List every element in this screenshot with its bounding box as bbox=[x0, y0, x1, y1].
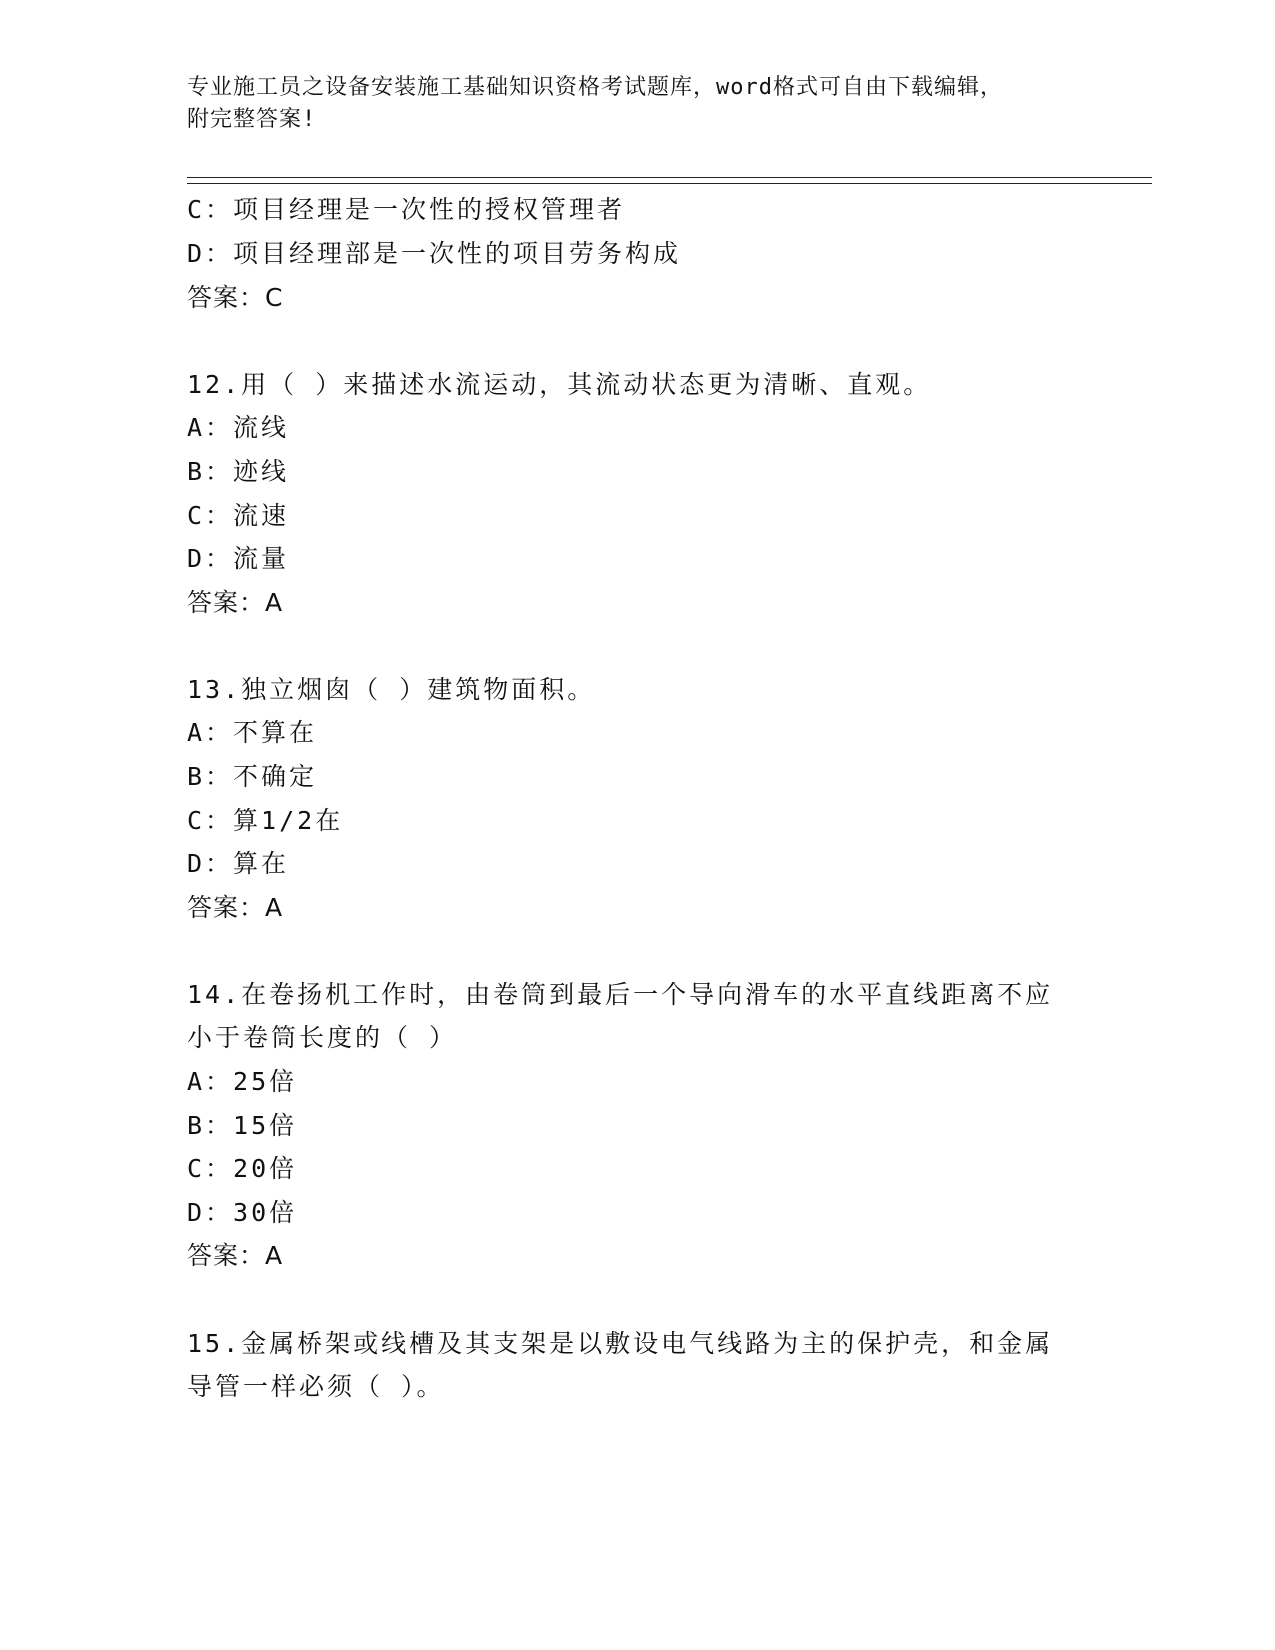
q12-option-d: D：流量 bbox=[187, 544, 290, 573]
header-line-2: 附完整答案! bbox=[187, 107, 317, 132]
q13-option-a: A：不算在 bbox=[187, 718, 318, 747]
header-line-1: 专业施工员之设备安装施工基础知识资格考试题库，word格式可自由下载编辑， bbox=[187, 75, 1003, 100]
q14-option-a: A：25倍 bbox=[187, 1067, 298, 1096]
q11-option-c: C：项目经理是一次性的授权管理者 bbox=[187, 195, 626, 224]
q12-option-c: C：流速 bbox=[187, 501, 290, 530]
q12-question: 12.用（ ）来描述水流运动，其流动状态更为清晰、直观。 bbox=[187, 370, 932, 399]
q13-option-b: B：不确定 bbox=[187, 762, 318, 791]
q14-option-b: B：15倍 bbox=[187, 1111, 298, 1140]
header-divider-top bbox=[187, 177, 1152, 178]
q13-option-c: C：算1/2在 bbox=[187, 806, 344, 835]
q15-question-line-2: 导管一样必须（ ）。 bbox=[187, 1372, 445, 1401]
document-header bbox=[187, 72, 1087, 136]
q12-option-a: A：流线 bbox=[187, 413, 290, 442]
q13-answer: 答案：A bbox=[187, 893, 284, 922]
q13-question: 13.独立烟囱（ ）建筑物面积。 bbox=[187, 675, 596, 704]
q14-answer: 答案：A bbox=[187, 1241, 284, 1270]
header-divider-bottom bbox=[187, 183, 1152, 184]
q14-question-line-2: 小于卷筒长度的（ ） bbox=[187, 1023, 458, 1052]
q12-answer: 答案：A bbox=[187, 588, 284, 617]
q13-option-d: D：算在 bbox=[187, 849, 290, 878]
q15-question-line-1: 15.金属桥架或线槽及其支架是以敷设电气线路为主的保护壳，和金属 bbox=[187, 1329, 1054, 1358]
q11-option-d: D：项目经理部是一次性的项目劳务构成 bbox=[187, 239, 682, 268]
q14-option-c: C：20倍 bbox=[187, 1154, 298, 1183]
q12-option-b: B：迹线 bbox=[187, 457, 290, 486]
q14-question-line-1: 14.在卷扬机工作时，由卷筒到最后一个导向滑车的水平直线距离不应 bbox=[187, 980, 1054, 1009]
q11-answer: 答案：C bbox=[187, 283, 284, 312]
q14-option-d: D：30倍 bbox=[187, 1198, 298, 1227]
